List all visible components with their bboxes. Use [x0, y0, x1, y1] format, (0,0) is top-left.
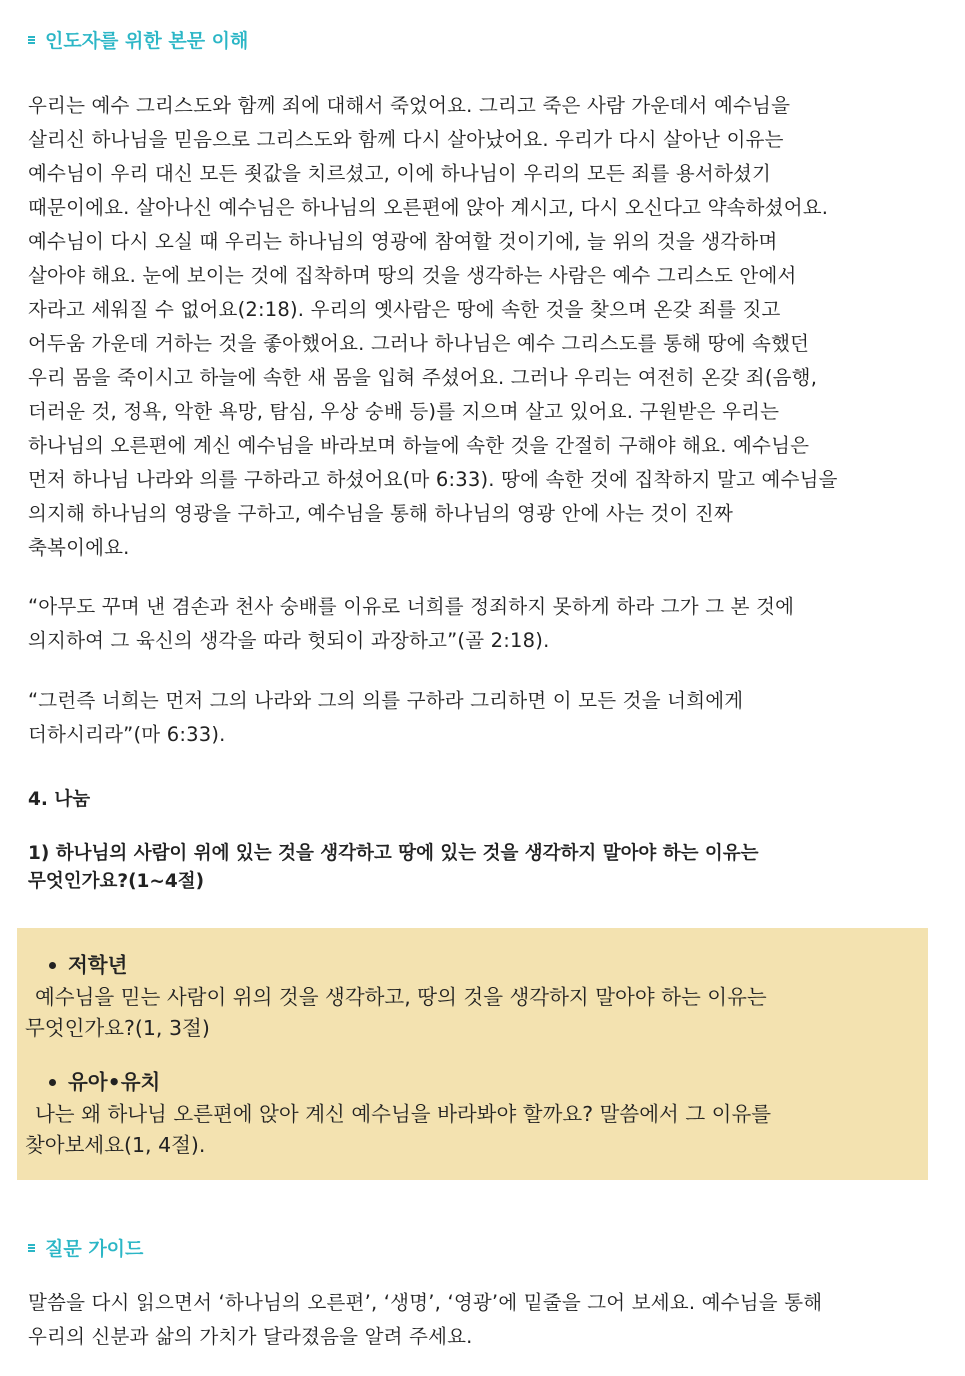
paragraph-line: 말씀을 다시 읽으면서 ‘하나님의 오른편’, ‘생명’, ‘영광’에 밑줄을 그어 보세요. 예수님을 통해: [28, 1291, 823, 1314]
question-line: 예수님을 믿는 사람이 위의 것을 생각하고, 땅의 것을 생각하지 말아야 하는 이유는: [35, 985, 767, 1009]
age-group-preschool: [17, 1065, 928, 1161]
scripture-quote-colossians: [28, 590, 933, 658]
paragraph-line: 우리 몸을 죽이시고 하늘에 속한 새 몸을 입혀 주셨어요. 그러나 우리는 여전히 온갖 죄(음행,: [28, 366, 818, 389]
quote-line: 더하시리라”(마 6:33).: [28, 723, 226, 746]
question-line: 무엇인가요?(1~4절): [28, 871, 205, 892]
age-group-box: [17, 928, 928, 1180]
age-group-title: [49, 1065, 928, 1099]
paragraph-line: 자라고 세워질 수 없어요(2:18). 우리의 옛사람은 땅에 속한 것을 찾으며 온갖 죄를 짓고: [28, 298, 781, 321]
body-paragraph: [28, 89, 933, 565]
paragraph-line: 하나님의 오른편에 계신 예수님을 바라보며 하늘에 속한 것을 간절히 구해야 해요. 예수님은: [28, 434, 810, 457]
paragraph-line: 더러운 것, 정욕, 악한 욕망, 탐심, 우상 숭배 등)를 지으며 살고 있어요. 구원받은 우리는: [28, 400, 780, 423]
paragraph-line: 어두움 가운데 거하는 것을 좋아했어요. 그러나 하나님은 예수 그리스도를 통해 땅에 속했던: [28, 332, 810, 355]
paragraph-line: 살리신 하나님을 믿음으로 그리스도와 함께 다시 살아났어요. 우리가 다시 살아난 이유는: [28, 128, 784, 151]
question-line: 1) 하나님의 사람이 위에 있는 것을 생각하고 땅에 있는 것을 생각하지 말아야 하는 이유는: [28, 843, 759, 864]
paragraph-line: 축복이에요.: [28, 536, 130, 559]
scripture-quote-matthew: [28, 684, 933, 752]
age-group-label: 유아•유치: [68, 1070, 161, 1094]
paragraph-line: 때문이에요. 살아나신 예수님은 하나님의 오른편에 앉아 계시고, 다시 오신다고 약속하셨어요.: [28, 196, 829, 219]
quote-line: “그런즉 너희는 먼저 그의 나라와 그의 의를 구하라 그리하면 이 모든 것을 너희에게: [28, 689, 744, 712]
question-guide-paragraph: [28, 1286, 933, 1354]
section-title: 인도자를 위한 본문 이해: [45, 30, 249, 52]
paragraph-line: 예수님이 우리 대신 모든 죗값을 치르셨고, 이에 하나님이 우리의 모든 죄를 용서하셨기: [28, 162, 772, 185]
section-heading-question-guide: [28, 1234, 143, 1261]
age-group-lower-elementary: [17, 948, 928, 1044]
bullet-icon: [49, 962, 56, 969]
paragraph-line: 살아야 해요. 눈에 보이는 것에 집착하며 땅의 것을 생각하는 사람은 예수 그리스도 안에서: [28, 264, 797, 287]
sharing-heading-text: 4. 나눔: [28, 789, 91, 810]
age-group-title: [49, 948, 928, 982]
paragraph-line: 먼저 하나님 나라와 의를 구하라고 하셨어요(마 6:33). 땅에 속한 것에 집착하지 말고 예수님을: [28, 468, 838, 491]
age-group-label: 저학년: [68, 953, 128, 977]
sharing-question: [28, 840, 759, 896]
section-heading-guide-understanding: [28, 26, 248, 53]
list-marker-icon: [28, 1244, 35, 1252]
question-line: 나는 왜 하나님 오른편에 앉아 계신 예수님을 바라봐야 할까요? 말씀에서 그 이유를: [35, 1102, 772, 1126]
question-line: 찾아보세요(1, 4절).: [25, 1133, 206, 1157]
quote-line: “아무도 꾸며 낸 겸손과 천사 숭배를 이유로 너희를 정죄하지 못하게 하라 그가 그 본 것에: [28, 595, 795, 618]
paragraph-line: 우리의 신분과 삶의 가치가 달라졌음을 알려 주세요.: [28, 1325, 473, 1348]
paragraph-line: 의지해 하나님의 영광을 구하고, 예수님을 통해 하나님의 영광 안에 사는 것이 진짜: [28, 502, 734, 525]
age-group-question: [17, 1099, 928, 1161]
sharing-heading: [28, 786, 90, 814]
paragraph-line: 우리는 예수 그리스도와 함께 죄에 대해서 죽었어요. 그리고 죽은 사람 가운데서 예수님을: [28, 94, 791, 117]
quote-line: 의지하여 그 육신의 생각을 따라 헛되이 과장하고”(골 2:18).: [28, 629, 550, 652]
age-group-question: [17, 982, 928, 1044]
bullet-icon: [49, 1079, 56, 1086]
list-marker-icon: [28, 36, 35, 44]
section-title: 질문 가이드: [45, 1238, 144, 1260]
paragraph-line: 예수님이 다시 오실 때 우리는 하나님의 영광에 참여할 것이기에, 늘 위의 것을 생각하며: [28, 230, 778, 253]
question-line: 무엇인가요?(1, 3절): [25, 1016, 210, 1040]
